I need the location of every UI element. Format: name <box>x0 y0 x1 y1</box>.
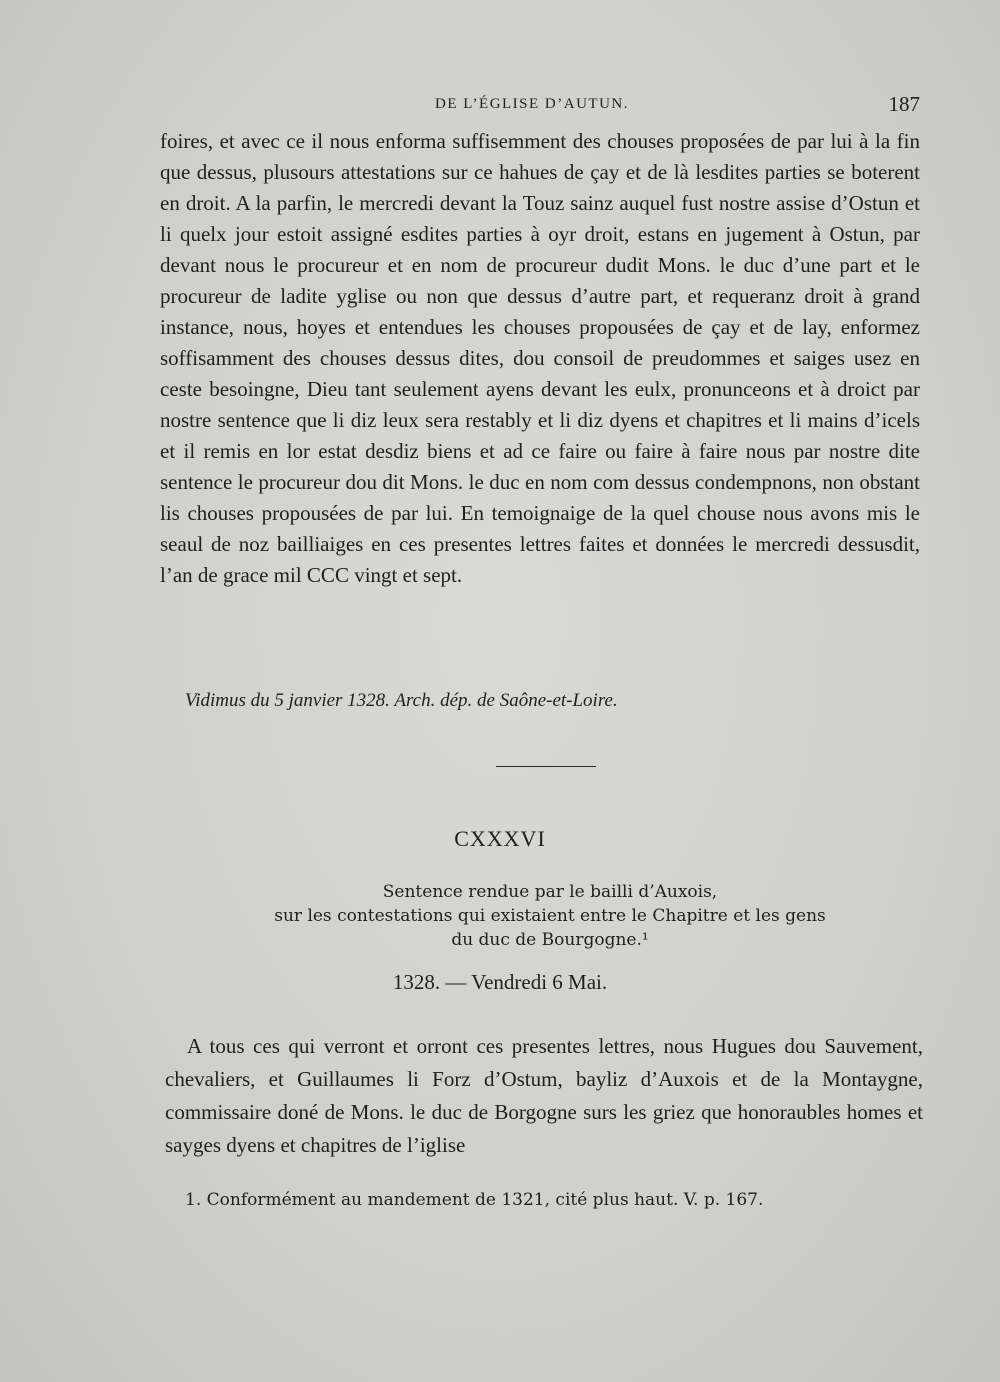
footnote: 1. Conformément au mandement de 1321, cité plus haut. V. p. 167. <box>185 1190 764 1210</box>
source-note: Vidimus du 5 janvier 1328. Arch. dép. de Saône-et-Loire. <box>185 690 618 711</box>
charter-number: CXXXVI <box>454 826 546 851</box>
charter-title <box>150 880 950 952</box>
charter-paragraph: A tous ces qui verront et orront ces presentes lettres, nous Hugues dou Sauvement, chevaliers, et Guillaumes li Forz d’Ostum, bayliz d’Auxois et de la Montaygne, commissaire doné de Mons. le duc de Borgogne surs les griez que honoraubles homes et sayges dyens et chapitres de l’iglise <box>165 1034 923 1157</box>
charter-title-line: Sentence rendue par le bailli d’Auxois, <box>382 882 718 902</box>
body-paragraph: foires, et avec ce il nous enforma suffisemment des chouses proposées de par lui à la fin que dessus, plusours attestations sur ce hahues de çay et de là lesdites parties se boterent en droit. A la parfin, le mercredi devant la Touz sainz auquel fust nostre assise d’Ostun et li quelx jour estoit assigné esdites parties à oyr droit, estans en jugement à Ostun, par devant nous le procureur et en nom de procureur dudit Mons. le duc d’une part et le procureur de ladite yglise ou non que dessus d’autre part, et requeranz droit à grand instance, nous, hoyes et entendues les chouses propousées de çay et de lay, enformez soffisamment des chouses dessus dites, dou consoil de preudommes et saiges usez en ceste besoingne, Dieu tant seulement ayens devant les eulx, pronunceons et à droict par nostre sentence que li diz leux sera restably et li diz dyens et chapitres et li mains d’icels et il remis en lor estat desdiz biens et ad ce faire ou faire à faire nous par nostre dite sentence le procureur dou dit Mons. le duc en nom com dessus condempnons, non obstant lis chouses propousées de par lui. En temoignaige de la quel chouse nous avons mis le seaul de noz bailliaiges en ces presentes lettres faites et données le mercredi dessusdit, l’an de grace mil CCC vingt et sept. <box>160 129 920 587</box>
section-divider <box>496 766 596 767</box>
charter-text <box>165 1030 923 1162</box>
page-number: 187 <box>888 92 920 116</box>
charter-title-line: du duc de Bourgogne.¹ <box>451 930 649 950</box>
running-title: DE L’ÉGLISE D’AUTUN. <box>435 96 630 112</box>
charter-date: 1328. — Vendredi 6 Mai. <box>392 970 608 994</box>
running-head <box>160 92 920 122</box>
body-text <box>160 126 920 591</box>
charter-title-line: sur les contestations qui existaient entre le Chapitre et les gens <box>274 906 826 926</box>
